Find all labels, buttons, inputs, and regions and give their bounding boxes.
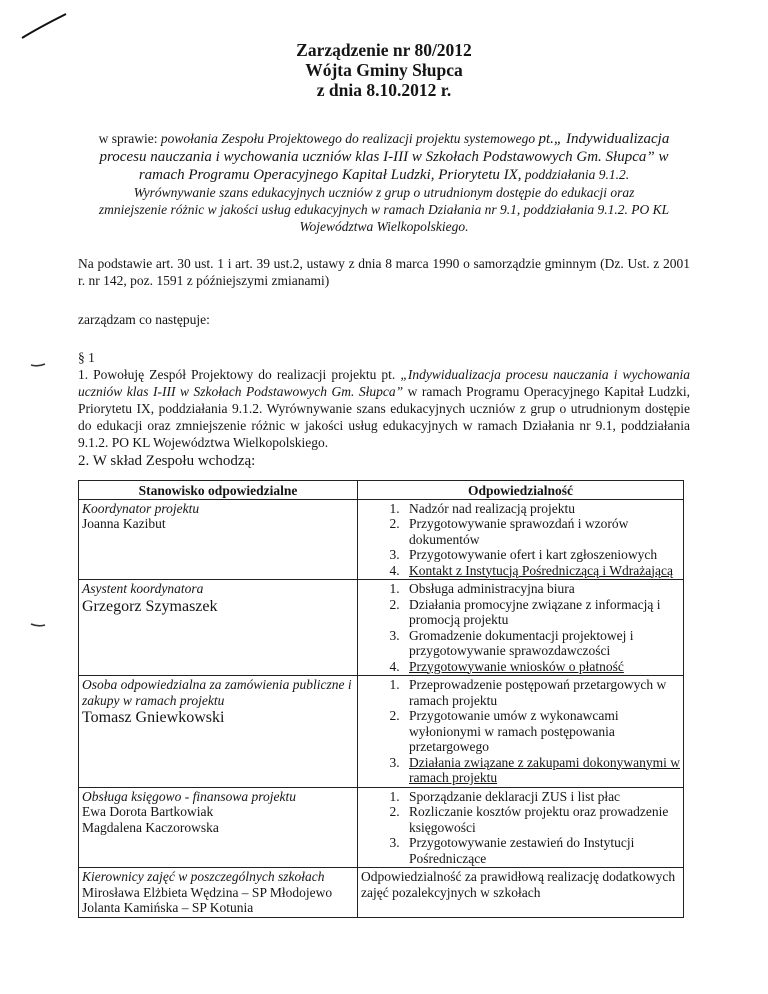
position-cell (79, 580, 358, 676)
duties-cell (358, 676, 684, 788)
duty-list (361, 677, 680, 786)
title-line: Wójta Gminy Słupca (305, 60, 463, 80)
role-title: Osoba odpowiedzialna za zamówienia publiczne i zakupy w ramach projektu (82, 677, 352, 708)
duty-list (361, 581, 680, 674)
table-header-cell: Odpowiedzialność (358, 481, 684, 500)
position-cell (79, 499, 358, 580)
position-cell (79, 868, 358, 918)
position-cell (79, 787, 358, 868)
list-item: 4. Przygotowywanie wniosków o płatność (403, 659, 680, 675)
subject-text: pt.„ Indywidualizacja procesu nauczania i wychowania uczniów klas I-III w Szkołach Podstawowych Gm. Słupca” w ramach Programu Operacyjnego Kapitał Ludzki, Priorytetu IX, (99, 131, 670, 183)
project-name: „Indywidualizacja procesu nauczania i wychowania uczniów klas I-III w Szkołach Podstawowych Gm. Słupca” (78, 367, 690, 399)
list-item: 3. Działania związane z zakupami dokonywanymi w ramach projektu (403, 755, 680, 786)
duty-list (361, 789, 680, 867)
duties-cell (358, 499, 684, 580)
document-page (78, 40, 690, 918)
list-item: 1. Sporządzanie deklaracji ZUS i list płac (403, 789, 680, 805)
subject-text: powołania Zespołu Projektowego do realizacji projektu systemowego (160, 131, 536, 146)
duties-cell (358, 787, 684, 868)
title-line: z dnia 8.10.2012 r. (316, 80, 452, 100)
duties-cell (358, 580, 684, 676)
list-item: 4. Kontakt z Instytucją Pośredniczącą i Wdrażającą (403, 563, 680, 579)
list-item: 3. Przygotowywanie zestawień do Instytucji Pośredniczące (403, 835, 680, 866)
document-title (78, 40, 690, 100)
list-item: 1. Przeprowadzenie postępowań przetargowych w ramach projektu (403, 677, 680, 708)
section-paragraph (78, 349, 690, 451)
list-item: 2. Przygotowanie umów z wykonawcami wyłonionymi w ramach postępowania przetargowego (403, 708, 680, 755)
paragraph-text: 1. Powołuję Zespół Projektowy do realizacji projektu pt. (78, 367, 401, 382)
section-sign: § 1 (78, 350, 95, 365)
list-item: 3. Przygotowywanie ofert i kart zgłoszeniowych (403, 547, 680, 563)
team-intro: 2. W skład Zespołu wchodzą: (78, 453, 256, 469)
table-row (79, 499, 684, 580)
title-line: Zarządzenie nr 80/2012 (296, 40, 472, 60)
duty-list (361, 501, 680, 579)
list-item: 2. Przygotowywanie sprawozdań i wzorów dokumentów (403, 516, 680, 547)
table-header-cell: Stanowisko odpowiedzialne (79, 481, 358, 500)
subject-block (78, 130, 690, 235)
role-title: Obsługa księgowo - finansowa projektu (82, 788, 296, 804)
person-name: Joanna Kazibut (82, 516, 166, 531)
person-name: Magdalena Kaczorowska (82, 819, 219, 835)
decree-line: zarządzam co następuje: (78, 312, 210, 327)
role-title: Kierownicy zajęć w poszczególnych szkołach (82, 869, 325, 884)
table-row (79, 787, 684, 868)
duty-text: Odpowiedzialność za prawidłową realizację dodatkowych zajęć pozalekcyjnych w szkołach (361, 869, 676, 900)
list-item: 2. Rozliczanie kosztów projektu oraz prowadzenie księgowości (403, 804, 680, 835)
duties-cell (358, 868, 684, 918)
list-item: 1. Nadzór nad realizacją projektu (403, 501, 680, 517)
list-item: 3. Gromadzenie dokumentacji projektowej i przygotowywanie sprawozdawczości (403, 628, 680, 659)
role-title: Asystent koordynatora (82, 581, 204, 596)
table-row (79, 868, 684, 918)
person-name: Grzegorz Szymaszek (82, 597, 218, 615)
position-cell (79, 676, 358, 788)
person-name: Mirosława Elżbieta Wędzina – SP Młodojewo (82, 884, 333, 900)
paragraph-text: w ramach Programu Operacyjnego Kapitał Ludzki, Priorytetu IX, poddziałania 9.1.2. Wyrównywanie szans edukacyjnych uczniów z grup o utrudnionym dostępie do edukacji oraz zmniejszenie różnic w jakości usług edukacyjnych w ramach Działania nr 9.1, poddziałania 9.1.2. PO KL Województwa Wielkopolskiego. (78, 384, 690, 450)
table-row (79, 676, 684, 788)
legal-basis: Na podstawie art. 30 ust. 1 i art. 39 ust.2, ustawy z dnia 8 marca 1990 o samorządzie gminnym (Dz. Ust. z 2001 r. nr 142, poz. 1591 z późniejszymi zmianami) (78, 256, 690, 288)
list-item: 2. Działania promocyjne związane z informacją i promocją projektu (403, 597, 680, 628)
subject-prefix: w sprawie: (98, 131, 161, 146)
subject-text: poddziałania 9.1.2. Wyrównywanie szans edukacyjnych uczniów z grup o utrudnionym dostępie do edukacji oraz zmniejszenie różnic w jakości usług edukacyjnych w ramach Działania nr 9.1, poddziałania 9.1.2. PO KL Województwa Wielkopolskiego. (98, 167, 670, 234)
table-header-row (79, 481, 684, 500)
margin-tick-mark (30, 360, 46, 370)
person-name: Tomasz Gniewkowski (82, 709, 225, 726)
role-title: Koordynator projektu (82, 500, 200, 516)
person-name: Jolanta Kamińska – SP Kotunia (82, 900, 254, 915)
person-name: Ewa Dorota Bartkowiak (82, 804, 214, 819)
team-table (78, 480, 684, 918)
list-item: 1. Obsługa administracyjna biura (403, 581, 680, 597)
pen-stroke-mark (20, 8, 70, 42)
table-row (79, 580, 684, 676)
margin-tick-mark (30, 620, 46, 630)
